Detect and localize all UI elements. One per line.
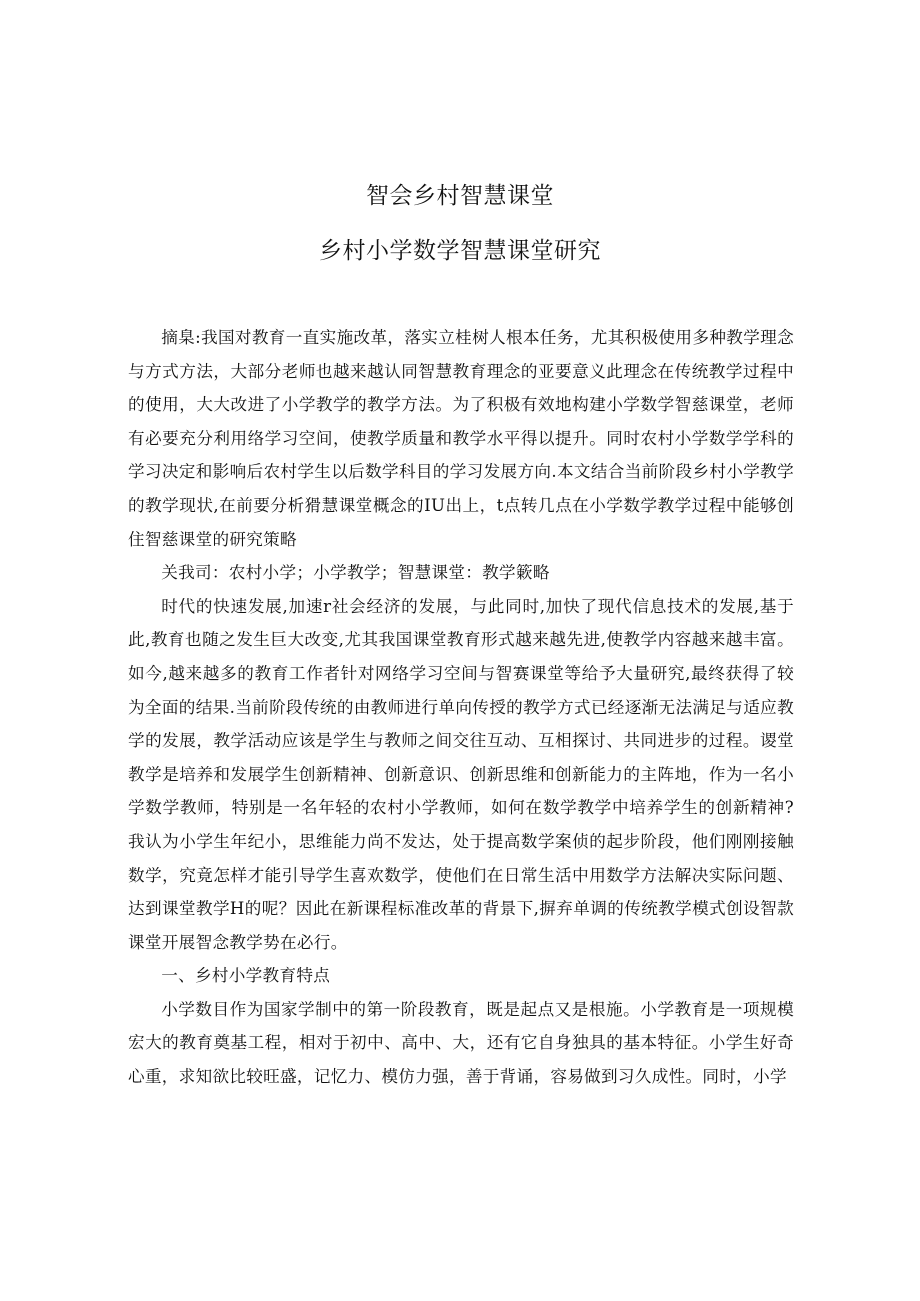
body-paragraph-1: 时代的快速发展,加速r社会经济的发展，与此同时,加快了现代信息技术的发展,基于此,教育也随之发生巨大改变,尤其我国课堂教育形式越来越先进,使教学内容越来越丰富。如今,越来越多的教育工作者针对网络学习空间与智赛课堂等给予大量研究,最终获得了较为全面的结果.当前阶段传统的由教师进行单向传授的教学方式已经逐渐无法满足与适应教学的发展，教学活动应该是学生与教师之间交往互动、互相探讨、共同进步的过程。谡堂教学是培养和发展学生创新精神、创新意识、创新思维和创新能力的主阵地，作为一名小学数学教师，特别是一名年轻的农村小学教师，如何在数学教学中培养学生的创新精神?我认为小学生年纪小，思维能力尚不发达，处于提高数学案侦的起步阶段，他们刚刚接触数学，究竟怎样才能引导学生喜欢数学，使他们在日常生活中用数学方法解决实际问题、达到课堂教学H的呢？因此在新课程标准改革的背景下,摒弃单调的传统教学模式创设智款课堂开展智念教学势在必行。	[128, 596, 794, 952]
body-paragraph-2: 小学数目作为国家学制中的第一阶段教育，既是起点又是根施。小学教育是一项规模宏大的教育奠基工程，相对于初中、高中、大，还有它自身独具的基本特征。小学生好奇心重，求知欲比较旺盛，记忆力、模仿力强，善于背诵，容易做到习久成性。同时，小学	[128, 999, 794, 1087]
keywords-paragraph: 关我司：农村小学；小学教学；智慧课堂：教学簌略	[161, 563, 550, 583]
section-heading: 一、乡村小学教育特点	[161, 966, 331, 986]
document-title: 智会乡村智慧课堂	[366, 183, 554, 209]
abstract-paragraph: 摘臬:我国对教育一直实施改革，落实立桂树人根本任务，尤其积极使用多种教学理念与方式方法，大部分老师也越来越认同智慧教育理念的亚要意义此理念在传统教学过程中的使用，大大改进了小学教学的教学方法。为了积极有效地构建小学数学智慈课堂，老师有必要充分利用络学习空间，使教学质量和教学水平得以提升。同时农村小学数学学科的学习决定和影响后农村学生以后数学科目的学习发展方向.本文结合当前阶段乡村小学教学的教学现状,在前要分析猾慧课堂概念的IU出上，t点转几点在小学数学教学过程中能够创住智慈课堂的研究策略	[128, 328, 794, 549]
document-body	[128, 321, 794, 1094]
document-subtitle: 乡村小学数学智慧课堂研究	[319, 238, 601, 264]
